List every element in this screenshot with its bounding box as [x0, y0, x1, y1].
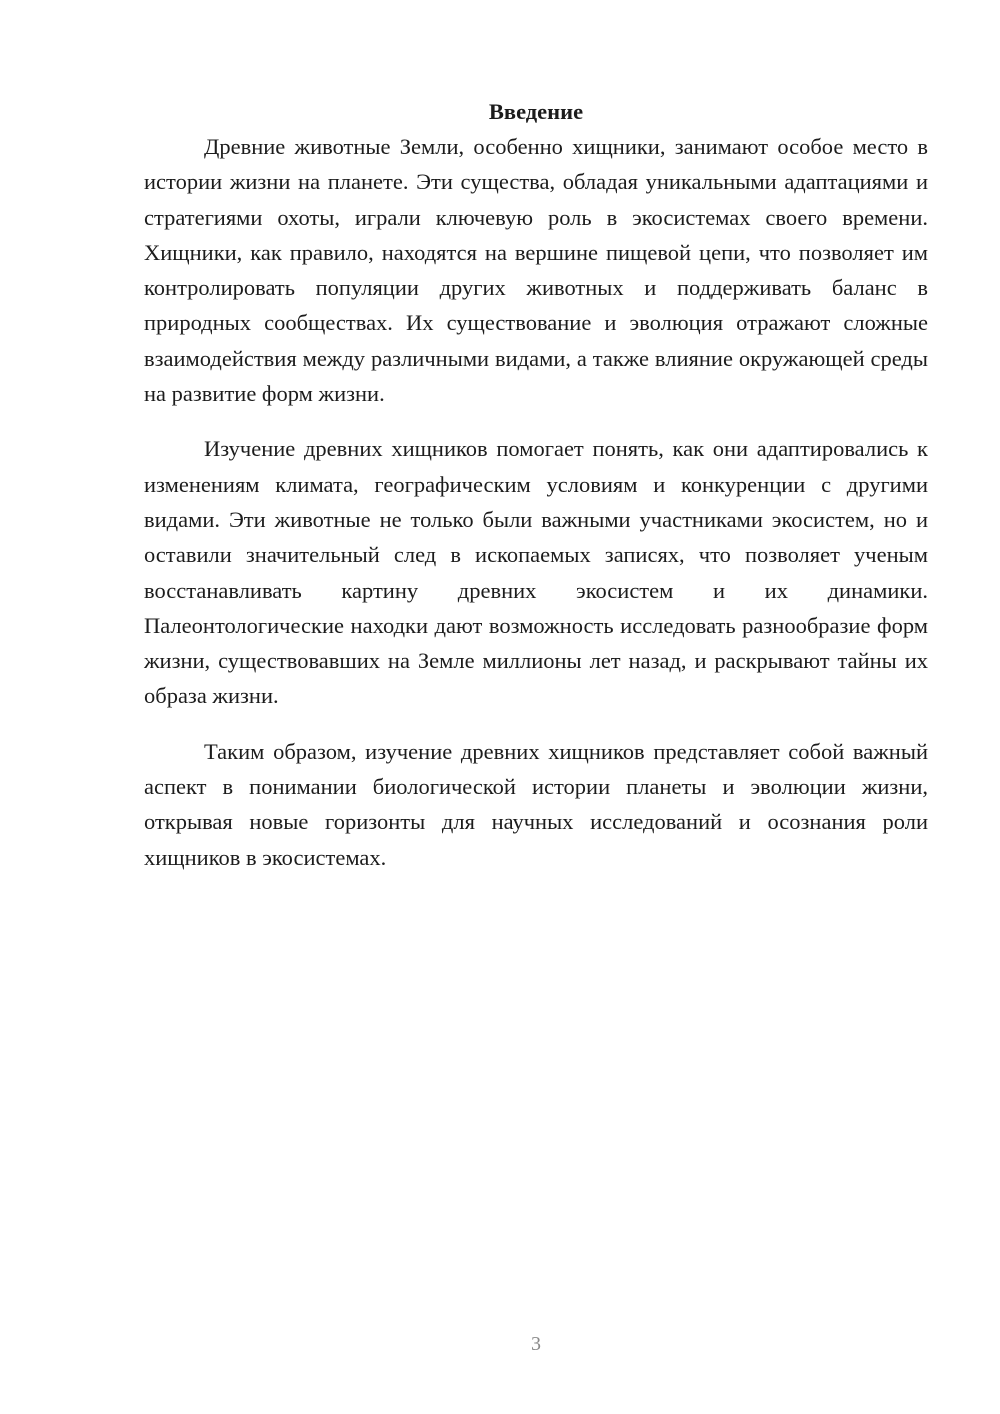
paragraph-1: Древние животные Земли, особенно хищники, занимают особое место в истории жизни на планете. Эти существа, обладая уникальными адаптациями и стратегиями охоты, играли ключевую роль в экосистемах своего времени. Хищники, как правило, находятся на вершине пищевой цепи, что позволяет им контролировать популяции других животных и поддерживать баланс в природных сообществах. Их существование и эволюция отражают сложные взаимодействия между различными видами, а также влияние окружающей среды на развитие форм жизни. — [144, 134, 928, 407]
section-heading: Введение — [488, 99, 584, 124]
page-content — [144, 94, 928, 875]
paragraph-2: Изучение древних хищников помогает понять, как они адаптировались к изменениям климата, географическим условиям и конкуренции с другими видами. Эти животные не только были важными участниками экосистем, но и оставили значительный след в ископаемых записях, что позволяет ученым восстанавливать картину древних экосистем и их динамики. Палеонтологические находки дают возможность исследовать разнообразие форм жизни, существовавших на Земле миллионы лет назад, и раскрывают тайны их образа жизни. — [144, 436, 928, 709]
page-number: 3 — [531, 1333, 541, 1355]
paragraph-3: Таким образом, изучение древних хищников представляет собой важный аспект в понимании биологической истории планеты и эволюции жизни, открывая новые горизонты для научных исследований и осознания роли хищников в экосистемах. — [144, 738, 928, 870]
